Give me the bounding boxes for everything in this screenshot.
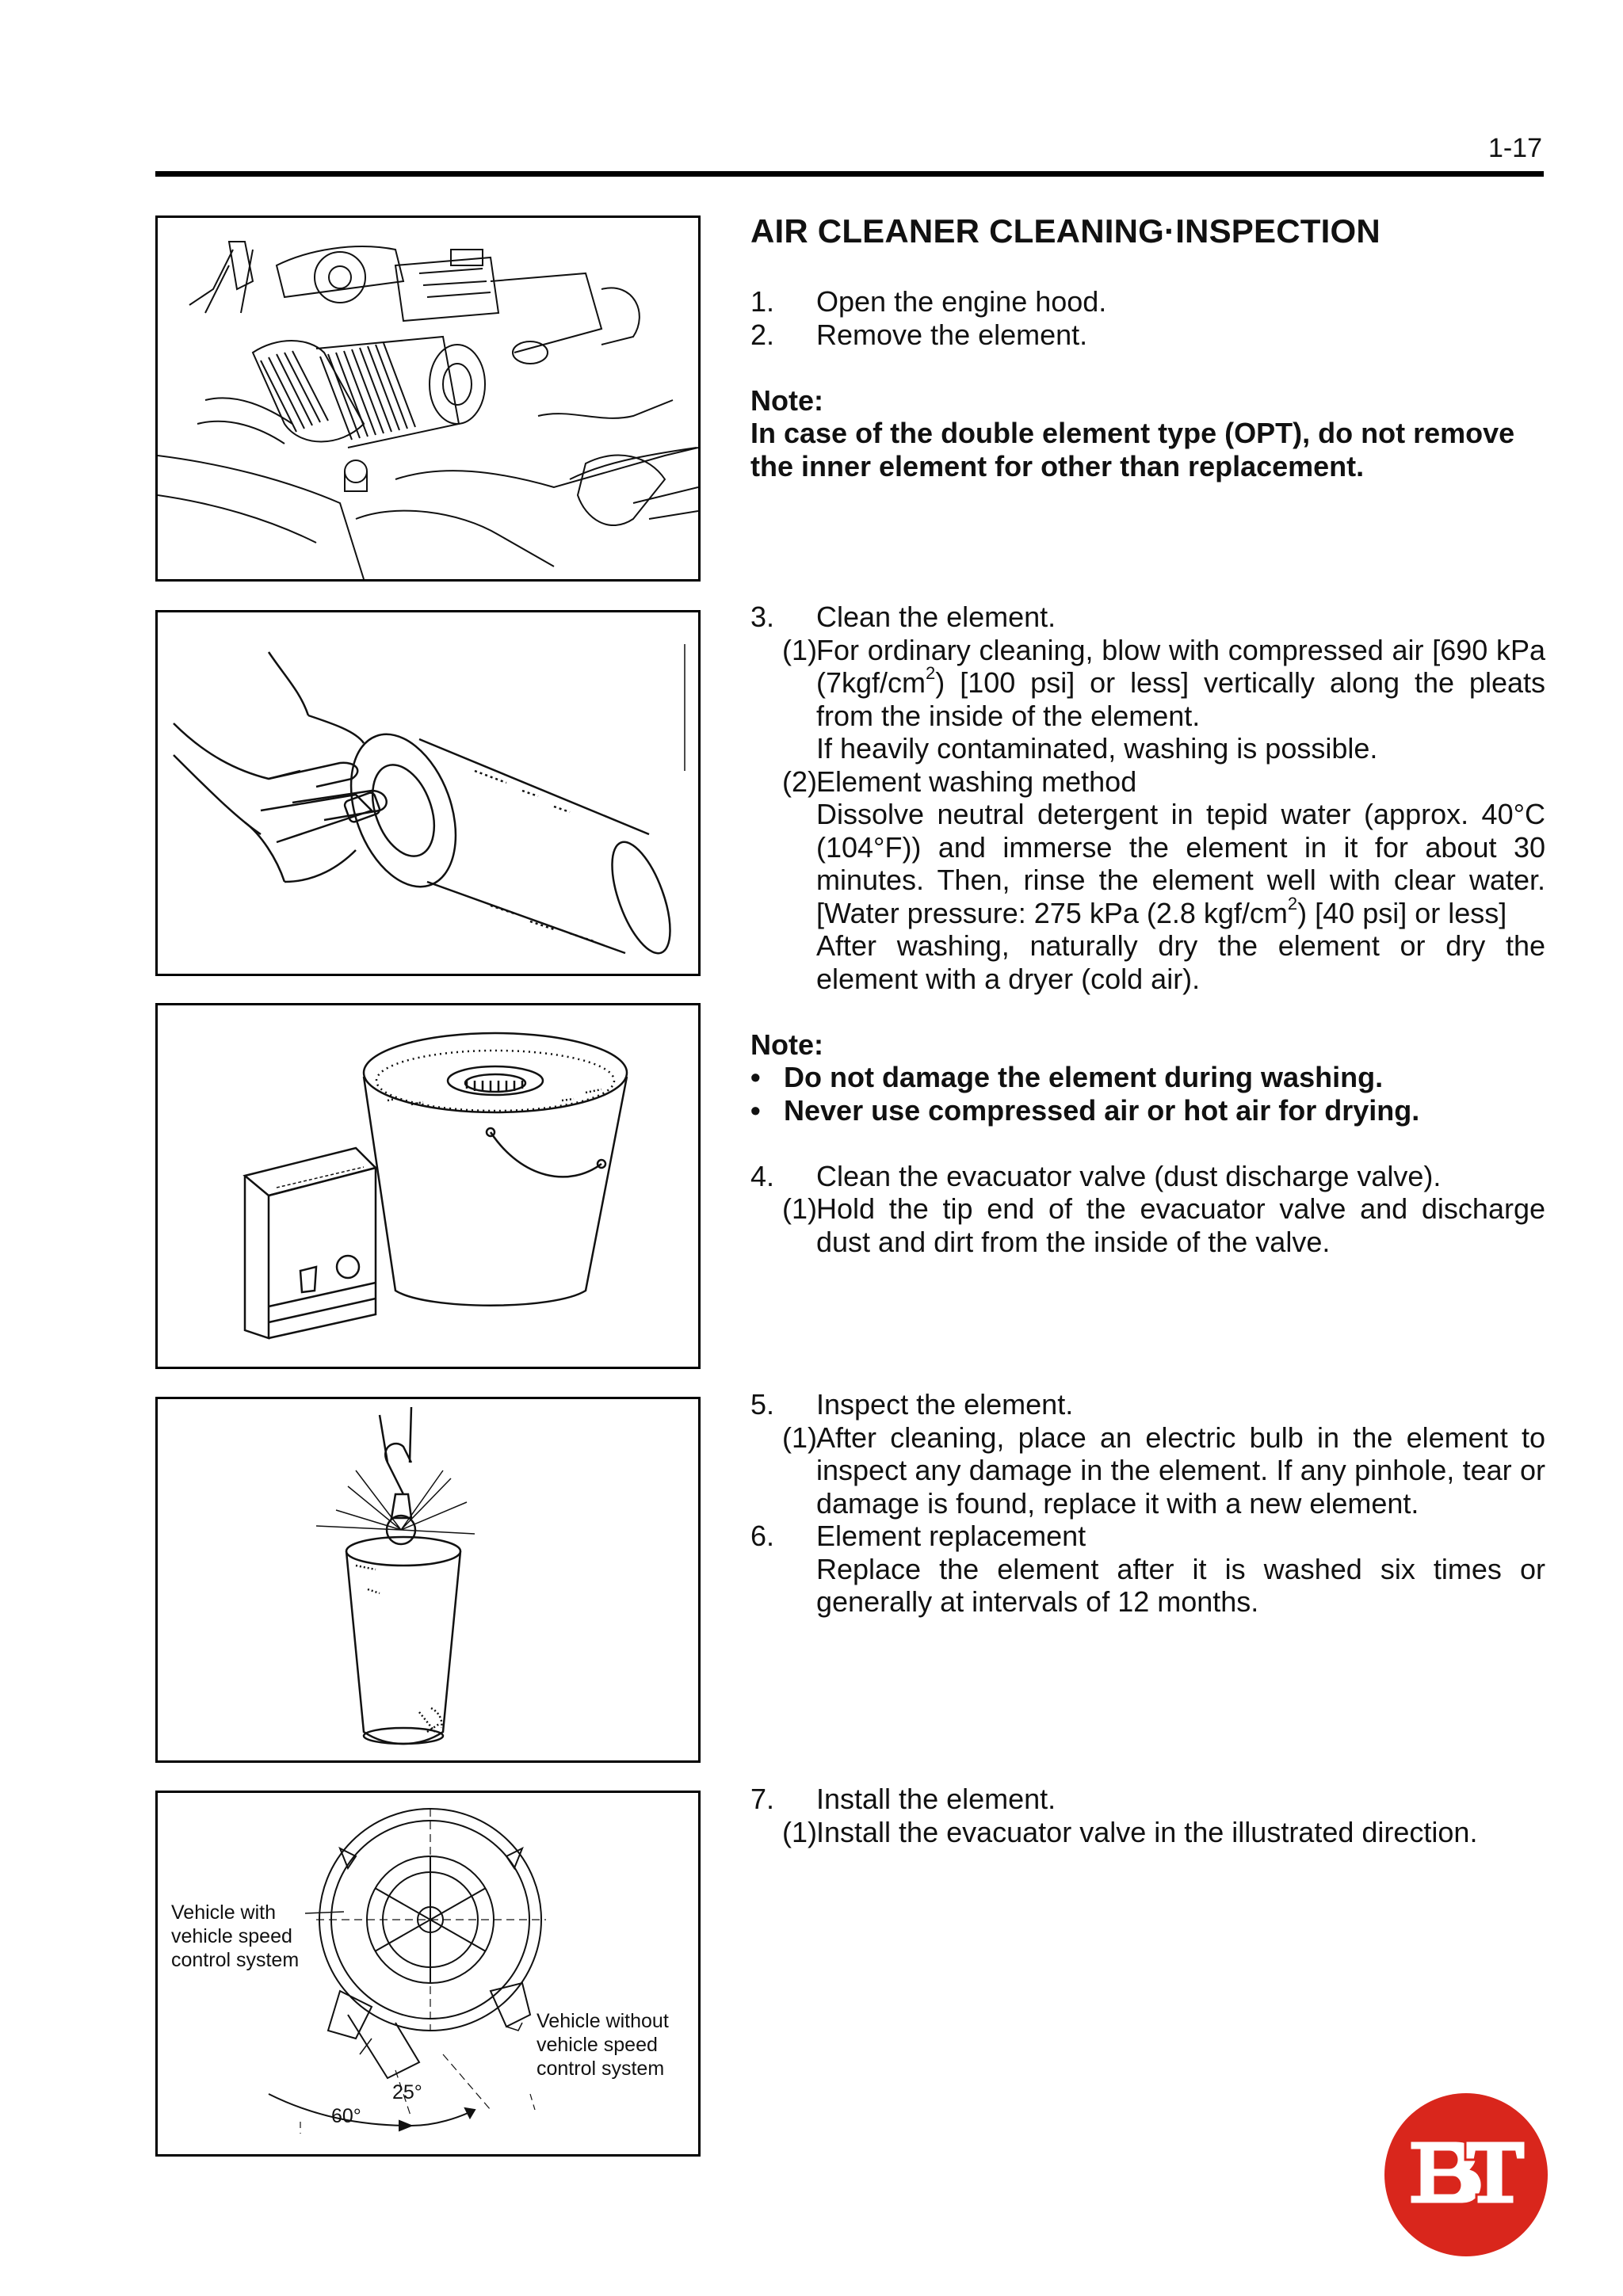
- substep-body: [816, 765, 1545, 996]
- step-text: Clean the element.: [816, 601, 1056, 633]
- label-with-line1: Vehicle with: [171, 1901, 277, 1924]
- label-without-line1: Vehicle without: [537, 2010, 669, 2032]
- step-5: [750, 1388, 1545, 1421]
- figure-inspect-element: [155, 1397, 701, 1763]
- label-without-line3: control system: [537, 2058, 665, 2080]
- substep-number: (1): [782, 1192, 817, 1225]
- header-rule: [155, 171, 1544, 177]
- label-without-line2: vehicle speed: [537, 2034, 658, 2056]
- substep-number: (1): [782, 1815, 817, 1848]
- step-2: [750, 318, 1545, 352]
- page-number: 1-17: [1487, 133, 1542, 163]
- step-number: 6.: [750, 1520, 775, 1552]
- bt-logo-mark: [1383, 2092, 1549, 2258]
- steps-block-3: [750, 1388, 1545, 1619]
- step-number: 2.: [750, 318, 775, 351]
- bullet-text: Do not damage the element during washing.: [784, 1061, 1384, 1093]
- figure-blow-element: [155, 610, 701, 976]
- bullet-icon: •: [750, 1093, 761, 1127]
- label-with-line3: control system: [171, 1949, 300, 1971]
- step-3-2: [750, 765, 1545, 996]
- note-label: Note:: [750, 383, 823, 417]
- step-4: [750, 1160, 1545, 1193]
- substep-text: After cleaning, place an electric bulb in the element to inspect any damage in the element. If any pinhole, tear or damage is found, replace it with a new element.: [816, 1421, 1545, 1520]
- substep-number: (1): [782, 1421, 817, 1454]
- note-bullet: [750, 1094, 1545, 1127]
- steps-block-4: [750, 1783, 1545, 1848]
- bt-logo: [1383, 2092, 1549, 2258]
- substep-text-b: ) [40 psi] or less]: [1297, 896, 1507, 929]
- step-text: Inspect the element.: [816, 1388, 1074, 1421]
- step-text: Install the element.: [816, 1783, 1056, 1815]
- superscript: 2: [926, 663, 936, 683]
- angle-60-label: 60°: [331, 2105, 361, 2127]
- substep-text-c: If heavily contaminated, washing is possible.: [816, 732, 1378, 765]
- step-5-1: [750, 1421, 1545, 1520]
- step-6: [750, 1520, 1545, 1619]
- step-text: Open the engine hood.: [816, 285, 1107, 318]
- label-with-line2: vehicle speed: [171, 1925, 292, 1947]
- step-1: [750, 285, 1545, 318]
- note-label: Note:: [750, 1028, 823, 1061]
- figure-valve-direction: [155, 1791, 701, 2157]
- superscript: 2: [1287, 893, 1298, 913]
- step-7-1: [750, 1816, 1545, 1849]
- substep-text: Install the evacuator valve in the illustrated direction.: [816, 1815, 1478, 1848]
- step-number: 5.: [750, 1388, 775, 1421]
- blow-element-illustration: [158, 612, 698, 974]
- steps-block-1: [750, 285, 1545, 482]
- substep-text-a: For ordinary cleaning, blow with compressed air [690 kPa (7kgf/cm: [816, 633, 1545, 699]
- angle-25-label: 25°: [392, 2081, 422, 2103]
- note-bullet: [750, 1061, 1545, 1094]
- step-text: Replace the element after it is washed six times or generally at intervals of 12 months.: [816, 1552, 1545, 1618]
- section-title: AIR CLEANER CLEANING·INSPECTION: [750, 212, 1381, 250]
- step-title: Element replacement: [816, 1520, 1086, 1552]
- substep-number: (2): [782, 765, 817, 798]
- engine-illustration: [158, 218, 698, 579]
- substep-text-a: Dissolve neutral detergent in tepid water (approx. 40°C (104°F)) and immerse the element in it for about 30 minutes. Then, rinse the element well with clear water. [Water pressure: 275 kPa (2.8 kgf/cm: [816, 798, 1545, 929]
- substep-text-b: ) [100 psi] or less] vertically along the pleats from the inside of the element.: [816, 666, 1545, 732]
- step-number: 3.: [750, 601, 775, 633]
- washing-illustration: [158, 1005, 698, 1367]
- step-number: 4.: [750, 1159, 775, 1192]
- step-3: [750, 601, 1545, 634]
- note-text: In case of the double element type (OPT), do not remove the inner element for other than replacement.: [750, 417, 1515, 482]
- substep-text: Hold the tip end of the evacuator valve and discharge dust and dirt from the inside of the valve.: [816, 1192, 1545, 1258]
- figure-engine-compartment: [155, 215, 701, 582]
- step-text: Remove the element.: [816, 318, 1088, 351]
- step-number: 1.: [750, 285, 775, 318]
- step-7: [750, 1783, 1545, 1816]
- substep-body: [816, 634, 1545, 765]
- step-3-1: [750, 634, 1545, 765]
- figure-washing: [155, 1003, 701, 1369]
- bullet-icon: •: [750, 1061, 761, 1093]
- step-number: 7.: [750, 1783, 775, 1815]
- step-4-1: [750, 1192, 1545, 1258]
- step-text: Clean the evacuator valve (dust discharge valve).: [816, 1159, 1442, 1192]
- steps-block-2: [750, 601, 1545, 1258]
- valve-direction-illustration: [158, 1793, 698, 2154]
- substep-paragraph: [816, 798, 1545, 929]
- substep-paragraph-2: After washing, naturally dry the element or dry the element with a dryer (cold air).: [816, 929, 1545, 995]
- step-body: [816, 1520, 1545, 1619]
- substep-title: Element washing method: [816, 765, 1137, 798]
- inspect-illustration: [158, 1399, 698, 1760]
- bullet-text: Never use compressed air or hot air for drying.: [784, 1093, 1420, 1127]
- substep-number: (1): [782, 633, 817, 666]
